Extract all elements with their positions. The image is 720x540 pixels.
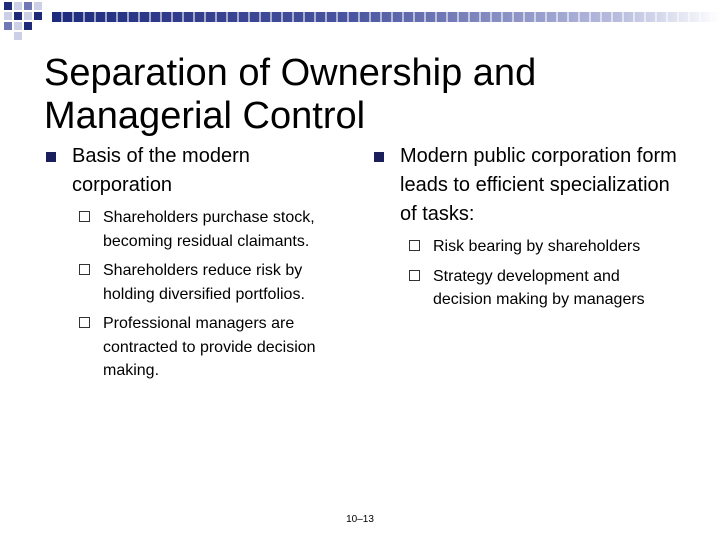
sub-bullet-point	[44, 312, 354, 383]
square-decor	[4, 12, 12, 20]
square-decor	[14, 12, 22, 20]
sub-bullet-text: Shareholders purchase stock, becoming residual claimants.	[103, 209, 315, 250]
square-bullet-icon	[374, 152, 384, 162]
square-decor	[24, 22, 32, 30]
title-line-1: Separation of Ownership and	[44, 52, 537, 94]
title-line-2: Managerial Control	[44, 95, 366, 137]
square-decor	[4, 2, 12, 10]
square-decor	[24, 2, 32, 10]
square-decor	[34, 2, 42, 10]
square-bullet-icon	[46, 152, 56, 162]
hollow-square-bullet-icon	[409, 240, 420, 251]
square-decor	[24, 12, 32, 20]
sub-bullet-text: Professional managers are contracted to provide decision making.	[103, 315, 316, 379]
square-decor	[34, 12, 42, 20]
hollow-square-bullet-icon	[409, 270, 420, 281]
sub-bullet-point	[44, 206, 354, 253]
bullet-point	[44, 142, 354, 200]
sub-bullet-text: Shareholders reduce risk by holding diversified portfolios.	[103, 262, 305, 303]
sub-bullet-point	[372, 235, 682, 259]
sub-bullet-text: Strategy development and decision making by managers	[433, 267, 645, 308]
bullet-text: Modern public corporation form leads to efficient specialization of tasks:	[400, 145, 677, 225]
hollow-square-bullet-icon	[79, 211, 90, 222]
slide-title	[44, 52, 684, 138]
sub-bullet-point	[372, 265, 682, 312]
page-number: 10–13	[346, 514, 374, 525]
square-decor	[14, 2, 22, 10]
square-decor	[4, 22, 12, 30]
sub-bullet-text: Risk bearing by shareholders	[433, 238, 641, 255]
decorative-squares	[0, 0, 60, 40]
square-decor	[14, 22, 22, 30]
bullet-point	[372, 142, 682, 229]
hollow-square-bullet-icon	[79, 317, 90, 328]
bullet-text: Basis of the modern corporation	[72, 145, 250, 196]
header-bar-stripes	[52, 12, 720, 22]
square-decor	[14, 32, 22, 40]
sub-bullet-point	[44, 259, 354, 306]
left-column	[44, 142, 354, 389]
right-column	[372, 142, 682, 318]
hollow-square-bullet-icon	[79, 264, 90, 275]
